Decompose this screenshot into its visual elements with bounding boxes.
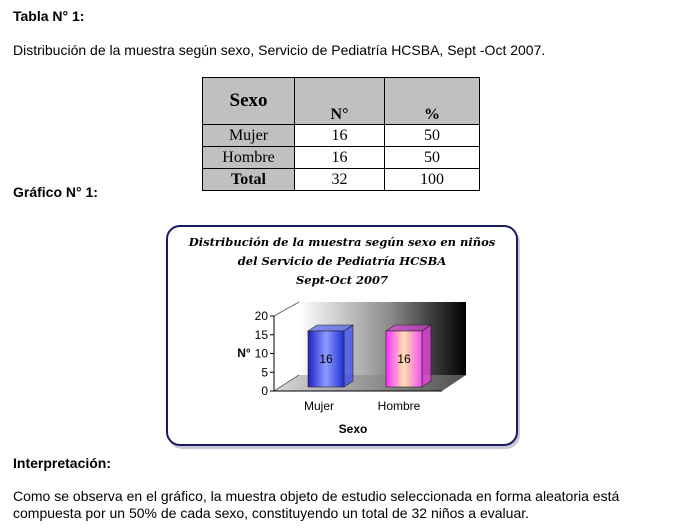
header-pct: % bbox=[385, 78, 480, 125]
x-category-label: Hombre bbox=[377, 399, 421, 413]
y-tick-label: 20 bbox=[254, 309, 268, 323]
row-n: 16 bbox=[295, 147, 385, 169]
row-pct: 50 bbox=[385, 125, 480, 147]
x-category-label: Mujer bbox=[303, 399, 335, 413]
y-tick-label: 15 bbox=[254, 327, 268, 342]
row-pct: 50 bbox=[385, 147, 480, 169]
bar-side bbox=[422, 325, 431, 387]
y-tick-label: 10 bbox=[254, 346, 268, 361]
table-heading: Tabla N° 1: bbox=[13, 8, 85, 24]
total-label: Total bbox=[203, 169, 295, 191]
total-pct: 100 bbox=[385, 169, 480, 191]
row-label: Hombre bbox=[203, 147, 295, 169]
chart-title-line: Distribución de la muestra según sexo en niños bbox=[188, 235, 496, 249]
chart-title-line: Sept-Oct 2007 bbox=[295, 273, 389, 287]
interpretation-line: compuesta por un 50% de cada sexo, constituyendo un total de 32 niños a evaluar. bbox=[13, 505, 530, 521]
x-axis-label: Sexo bbox=[338, 422, 368, 436]
interpretation-heading: Interpretación: bbox=[13, 455, 112, 471]
wall-edge bbox=[274, 302, 299, 316]
plot-floor bbox=[274, 375, 466, 391]
bar-hombre bbox=[386, 325, 431, 387]
row-n: 16 bbox=[295, 125, 385, 147]
chart-title-line: del Servicio de Pediatría HCSBA bbox=[237, 254, 447, 268]
bar-data-label: 16 bbox=[319, 352, 333, 366]
table-caption: Distribución de la muestra según sexo, Servicio de Pediatría HCSBA, Sept -Oct 2007. bbox=[13, 42, 546, 58]
bar-data-label: 16 bbox=[397, 352, 411, 366]
bar-mujer bbox=[308, 325, 353, 387]
chart-heading: Gráfico N° 1: bbox=[13, 184, 98, 200]
header-sexo: Sexo bbox=[203, 78, 295, 125]
y-axis-label: N° bbox=[237, 346, 251, 360]
y-tick-label: 0 bbox=[261, 384, 268, 398]
x-categories bbox=[304, 399, 421, 413]
total-n: 32 bbox=[295, 169, 385, 191]
interpretation-line: Como se observa en el gráfico, la muestra objeto de estudio seleccionada en forma aleatoria está bbox=[13, 488, 620, 504]
interpretation-text bbox=[13, 488, 619, 522]
bar-side bbox=[344, 325, 353, 387]
y-ticks bbox=[255, 309, 274, 398]
y-tick-label: 5 bbox=[261, 365, 268, 380]
row-label: Mujer bbox=[203, 125, 295, 147]
header-n: N° bbox=[295, 78, 385, 125]
